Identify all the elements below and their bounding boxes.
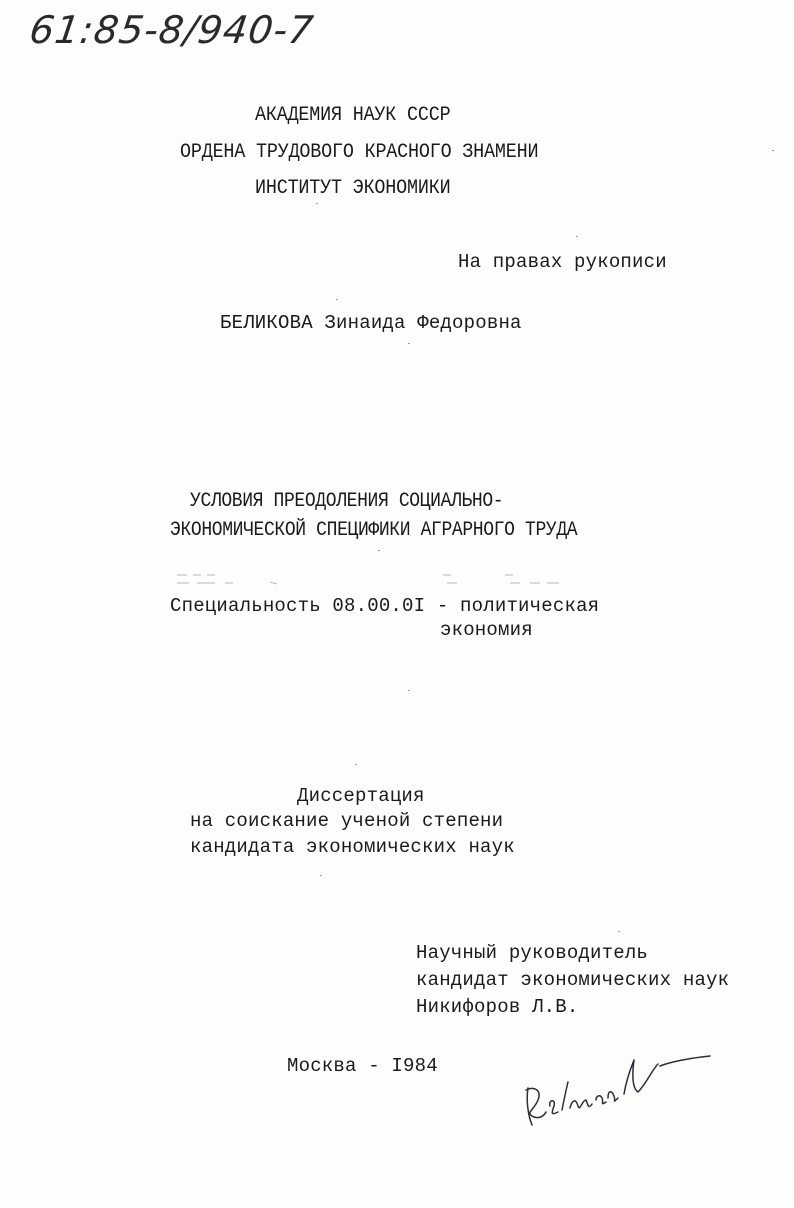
speck [320, 875, 322, 876]
academy-name: АКАДЕМИЯ НАУК СССР [255, 104, 451, 127]
thesis-title-line1: УСЛОВИЯ ПРЕОДОЛЕНИЯ СОЦИАЛЬНО- [190, 490, 504, 513]
manuscript-rights: На правах рукописи [458, 251, 667, 273]
speck [618, 931, 620, 932]
order-name: ОРДЕНА ТРУДОВОГО КРАСНОГО ЗНАМЕНИ [180, 141, 539, 164]
speck [355, 764, 357, 765]
speck [772, 150, 774, 151]
archive-number: 61:85-8/940-7 [26, 8, 317, 52]
speck [316, 203, 318, 204]
thesis-title-line2: ЭКОНОМИЧЕСКОЙ СПЕЦИФИКИ АГРАРНОГО ТРУДА [170, 519, 578, 542]
faint-dash-marks [175, 573, 575, 587]
specialty-line1: Специальность 08.00.0I - политическая [170, 595, 600, 617]
candidate-line: кандидата экономических наук [190, 836, 515, 858]
dissertation-label: Диссертация [297, 785, 425, 807]
handwritten-signature [520, 1020, 720, 1130]
supervisor-degree: кандидат экономических наук [416, 969, 730, 991]
speck [576, 236, 578, 237]
place-year: Москва - I984 [287, 1055, 438, 1077]
speck [378, 550, 380, 551]
author-name: БЕЛИКОВА Зинаида Федоровна [220, 312, 522, 334]
supervisor-label: Научный руководитель [416, 942, 649, 964]
speck [408, 690, 410, 691]
supervisor-name: Никифоров Л.В. [416, 996, 579, 1018]
speck [336, 299, 338, 300]
specialty-line2: экономия [440, 619, 533, 641]
speck [408, 343, 410, 344]
degree-line: на соискание ученой степени [190, 810, 504, 832]
institute-name: ИНСТИТУТ ЭКОНОМИКИ [255, 177, 451, 200]
